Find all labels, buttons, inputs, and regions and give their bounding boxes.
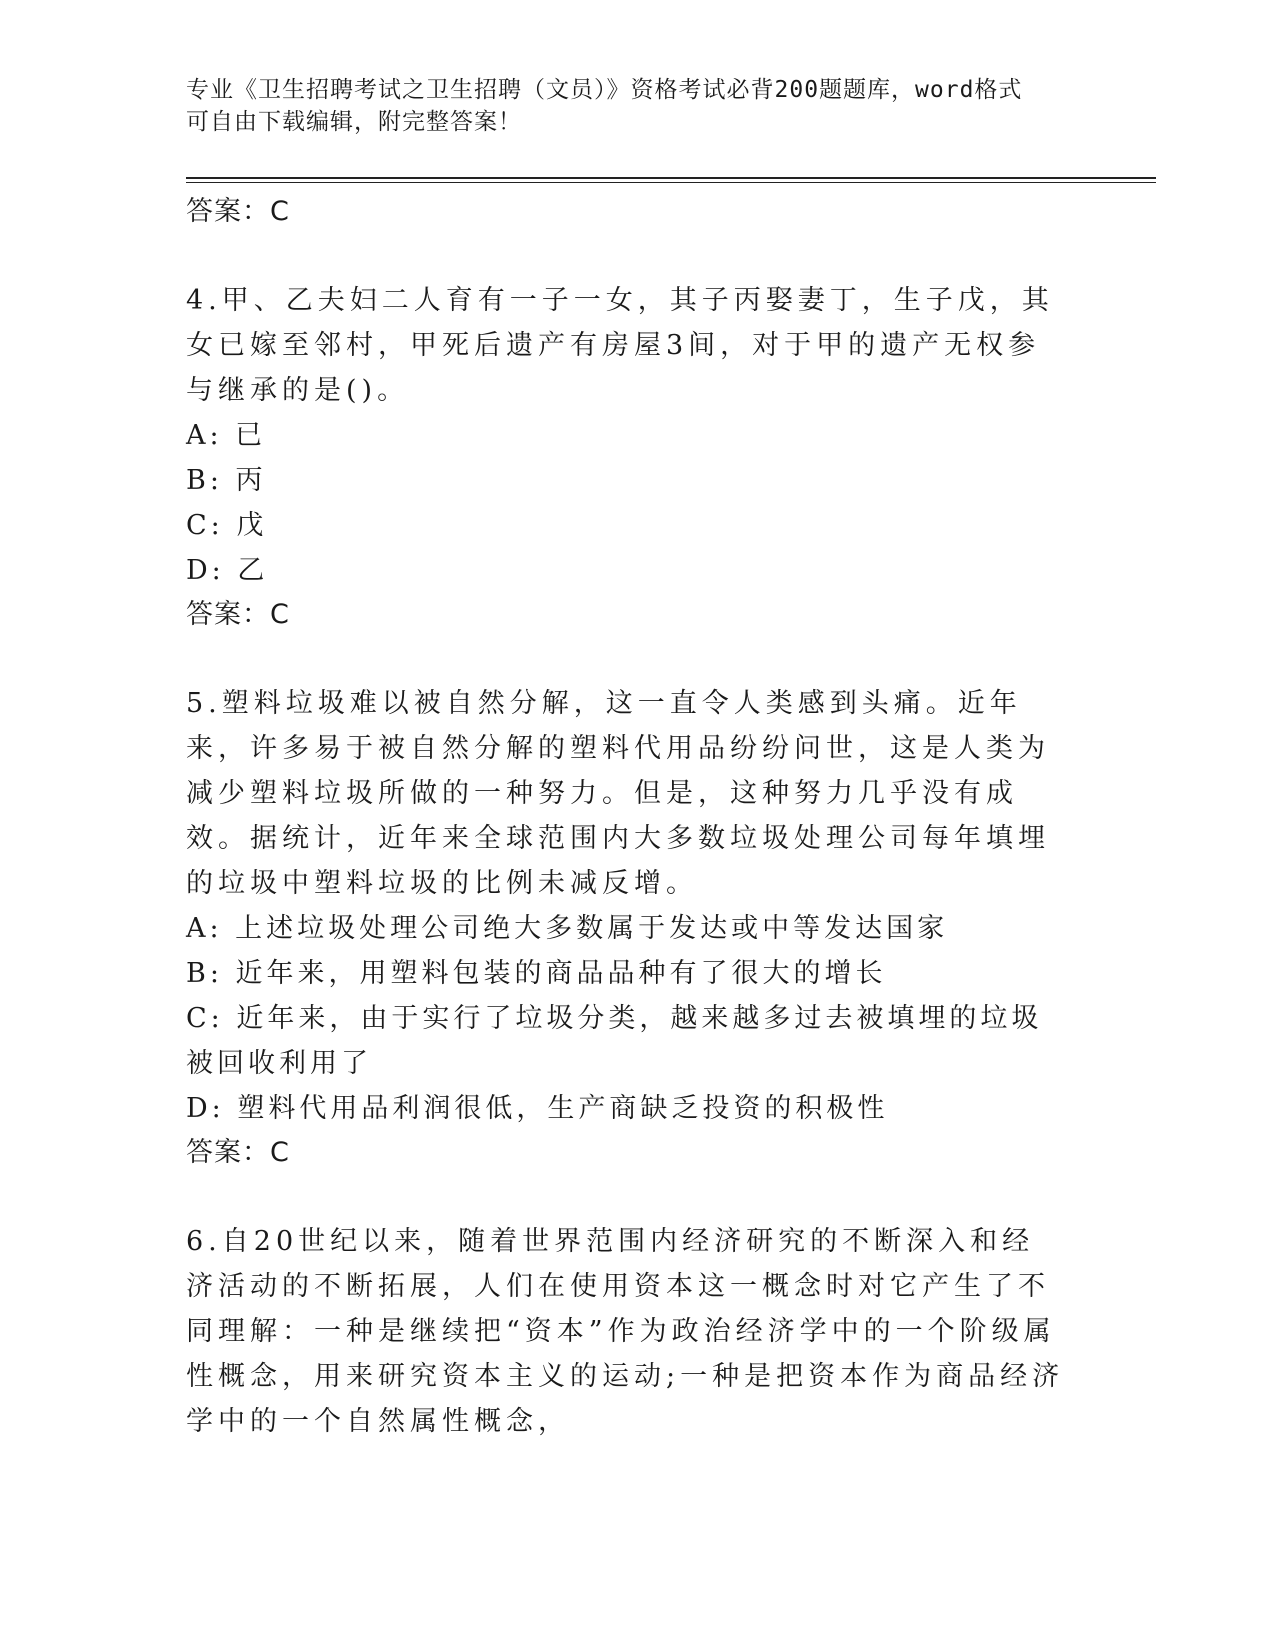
question-text: 5.塑料垃圾难以被自然分解，这一直令人类感到头痛。近年来，许多易于被自然分解的塑料代用品纷纷问世，这是人类为减少塑料垃圾所做的一种努力。但是，这种努力几乎没有成效。据统计，近年来全球范围内大多数垃圾处理公司每年填埋的垃圾中塑料垃圾的比例未减反增。 bbox=[186, 688, 1050, 899]
option-c: C: 戊 bbox=[186, 510, 268, 541]
spacer bbox=[186, 234, 1066, 278]
answer-line: 答案：C bbox=[186, 1137, 290, 1168]
header-line-2: 可自由下载编辑，附完整答案！ bbox=[186, 109, 522, 135]
question-6 bbox=[186, 1219, 1066, 1444]
option-b: B: 丙 bbox=[186, 465, 267, 496]
header-rule-thin bbox=[186, 182, 1156, 183]
header-rule-thick bbox=[186, 177, 1156, 179]
option-d: D: 塑料代用品利润很低，生产商缺乏投资的积极性 bbox=[186, 1093, 889, 1124]
spacer bbox=[186, 637, 1066, 681]
question-text: 6.自20世纪以来，随着世界范围内经济研究的不断深入和经济活动的不断拓展，人们在使用资本这一概念时对它产生了不同理解：一种是继续把“资本”作为政治经济学中的一个阶级属性概念，用来研究资本主义的运动;一种是把资本作为商品经济学中的一个自然属性概念， bbox=[186, 1226, 1065, 1437]
document-header bbox=[186, 74, 1066, 138]
option-b: B: 近年来，用塑料包装的商品品种有了很大的增长 bbox=[186, 958, 887, 989]
question-4 bbox=[186, 278, 1066, 637]
question-text: 4.甲、乙夫妇二人育有一子一女，其子丙娶妻丁，生子戊，其女已嫁至邻村，甲死后遗产有房屋3间，对于甲的遗产无权参与继承的是()。 bbox=[186, 285, 1054, 406]
question-5 bbox=[186, 681, 1066, 1175]
spacer bbox=[186, 1175, 1066, 1219]
option-a: A: 已 bbox=[186, 420, 267, 451]
document-body bbox=[186, 190, 1066, 1444]
answer-line: 答案：C bbox=[186, 599, 290, 630]
header-line-1: 专业《卫生招聘考试之卫生招聘（文员）》资格考试必背200题题库，word格式 bbox=[186, 77, 1023, 103]
option-d: D: 乙 bbox=[186, 555, 269, 586]
option-c: C: 近年来，由于实行了垃圾分类，越来越多过去被填埋的垃圾被回收利用了 bbox=[186, 1003, 1043, 1079]
option-a: A: 上述垃圾处理公司绝大多数属于发达或中等发达国家 bbox=[186, 913, 949, 944]
answer-line: 答案：C bbox=[186, 196, 290, 227]
